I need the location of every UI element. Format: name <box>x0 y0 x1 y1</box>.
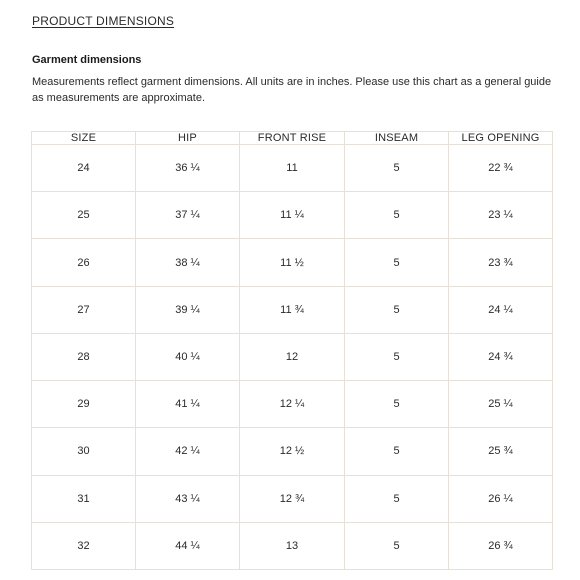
table-row <box>32 381 553 428</box>
cell-size: 26 <box>32 239 136 286</box>
cell-hip: 38 ¼ <box>136 239 240 286</box>
cell-leg-opening: 23 ¼ <box>449 192 553 239</box>
cell-hip: 42 ¼ <box>136 428 240 475</box>
cell-hip: 41 ¼ <box>136 381 240 428</box>
cell-front-rise: 11 <box>240 145 345 192</box>
cell-leg-opening: 26 ¼ <box>449 475 553 522</box>
cell-leg-opening: 25 ¾ <box>449 428 553 475</box>
table-row <box>32 286 553 333</box>
size-chart <box>31 131 552 570</box>
cell-inseam: 5 <box>345 428 449 475</box>
cell-front-rise: 11 ½ <box>240 239 345 286</box>
cell-size: 30 <box>32 428 136 475</box>
table-row <box>32 145 553 192</box>
cell-leg-opening: 24 ¾ <box>449 333 553 380</box>
product-dimensions-link[interactable]: PRODUCT DIMENSIONS <box>32 14 175 28</box>
cell-size: 24 <box>32 145 136 192</box>
header-inseam: INSEAM <box>345 132 449 145</box>
cell-inseam: 5 <box>345 522 449 569</box>
cell-inseam: 5 <box>345 145 449 192</box>
cell-inseam: 5 <box>345 239 449 286</box>
cell-inseam: 5 <box>345 286 449 333</box>
cell-front-rise: 11 ¼ <box>240 192 345 239</box>
cell-leg-opening: 25 ¼ <box>449 381 553 428</box>
cell-size: 25 <box>32 192 136 239</box>
header-hip: HIP <box>136 132 240 145</box>
header-leg-opening: LEG OPENING <box>449 132 553 145</box>
table-row <box>32 333 553 380</box>
cell-inseam: 5 <box>345 192 449 239</box>
cell-front-rise: 12 ½ <box>240 428 345 475</box>
cell-front-rise: 11 ¾ <box>240 286 345 333</box>
cell-size: 31 <box>32 475 136 522</box>
header-front-rise: FRONT RISE <box>240 132 345 145</box>
cell-size: 29 <box>32 381 136 428</box>
table-row <box>32 239 553 286</box>
size-chart-table <box>31 131 553 570</box>
table-row <box>32 475 553 522</box>
cell-leg-opening: 22 ¾ <box>449 145 553 192</box>
cell-hip: 43 ¼ <box>136 475 240 522</box>
cell-inseam: 5 <box>345 381 449 428</box>
table-row <box>32 522 553 569</box>
garment-dimensions-heading: Garment dimensions <box>32 54 142 66</box>
cell-front-rise: 13 <box>240 522 345 569</box>
cell-hip: 36 ¼ <box>136 145 240 192</box>
cell-hip: 37 ¼ <box>136 192 240 239</box>
cell-front-rise: 12 <box>240 333 345 380</box>
cell-size: 32 <box>32 522 136 569</box>
measurement-description: Measurements reflect garment dimensions. All units are in inches. Please use this chart as a general guide as measurements are approximate. <box>32 76 552 104</box>
cell-size: 28 <box>32 333 136 380</box>
cell-hip: 44 ¼ <box>136 522 240 569</box>
cell-leg-opening: 26 ¾ <box>449 522 553 569</box>
cell-inseam: 5 <box>345 333 449 380</box>
cell-front-rise: 12 ¾ <box>240 475 345 522</box>
cell-inseam: 5 <box>345 475 449 522</box>
cell-hip: 39 ¼ <box>136 286 240 333</box>
table-row <box>32 192 553 239</box>
table-row <box>32 428 553 475</box>
cell-hip: 40 ¼ <box>136 333 240 380</box>
table-header-row <box>32 132 553 145</box>
cell-front-rise: 12 ¼ <box>240 381 345 428</box>
cell-size: 27 <box>32 286 136 333</box>
cell-leg-opening: 24 ¼ <box>449 286 553 333</box>
cell-leg-opening: 23 ¾ <box>449 239 553 286</box>
header-size: SIZE <box>32 132 136 145</box>
